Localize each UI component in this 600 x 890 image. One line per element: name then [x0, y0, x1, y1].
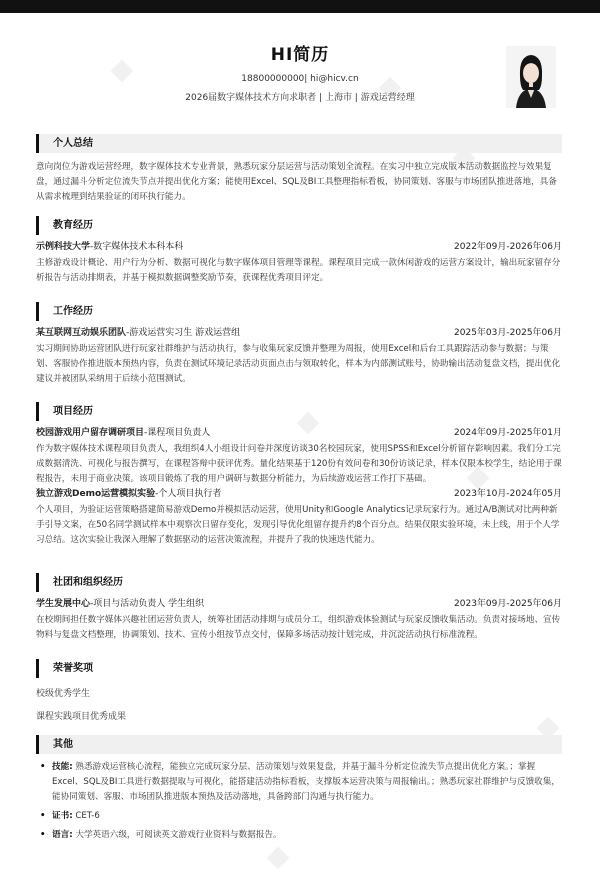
award-item: 课程实践项目优秀成果 [36, 712, 127, 722]
entry-org: 某互联网互动娱乐团队 [36, 328, 127, 338]
avatar-photo-icon [506, 46, 556, 108]
education-section [36, 216, 562, 286]
work-section [36, 302, 562, 387]
section-title: 社团和组织经历 [36, 573, 562, 592]
entry-org: 独立游戏Demo运营模拟实验 [36, 489, 156, 499]
entry-row [36, 427, 562, 439]
job-intent: 2026届数字媒体技术方向求职者 | 上海市 | 游戏运营经理 [185, 93, 415, 103]
entry-text: 实习期间协助运营团队进行玩家社群维护与活动执行，参与收集玩家反馈并整理为周报，使用Excel和后台工具跟踪活动参与数据；与策划、客服协作推进版本预热内容，负责在测试环境记录活动页面点击与领取转化，样本为内部测试账号，协助输出活动复盘文档，提出优化建议并被团队采纳用于后续小范围测试。 [36, 344, 561, 384]
item-text: 熟悉游戏运营核心流程，能独立完成玩家分层、活动策划与效果复盘，并基于漏斗分析定位流失节点提出优化方案。；掌握Excel、SQL及BI工具进行数据提取与可视化，能搭建活动指标看板，支撑版本运营决策与周报输出。；熟悉玩家社群维护与反馈收集，能协同策划、客服、市场团队推进版本预热及活动落地，具备跨部门沟通与执行能力。 [52, 762, 560, 802]
avatar [506, 46, 556, 108]
awards-section [36, 659, 562, 722]
section-title: 项目经历 [36, 402, 562, 421]
entry-row [36, 241, 562, 253]
entry-row [36, 598, 562, 610]
entry-date: 2023年10月-2024年05月 [454, 489, 562, 499]
entry-detail: -个人项目执行者 [155, 489, 222, 499]
clubs-section [36, 573, 562, 643]
item-text: CET-6 [75, 811, 100, 821]
contact-info: 18800000000| hi@hicv.cn [241, 74, 359, 84]
section-title: 教育经历 [36, 216, 562, 235]
entry-text: 作为数字媒体技术课程项目负责人，我组织4人小组设计问卷并深度访谈30名校园玩家，使用SPSS和Excel分析留存影响因素。我们分工完成数据清洗、可视化与报告撰写，在课程答辩中获评优秀。量化结果基于120份有效问卷和30份访谈记录，样本仅限本校学生，结论用于课程报告，未用于商业决策。该项目锻炼了我的用户调研与数据分析能力，为后续游戏运营工作打下基础。 [36, 444, 562, 484]
entry-detail: -项目与活动负责人 学生组织 [90, 599, 205, 609]
award-item: 校级优秀学生 [36, 689, 91, 699]
other-item-cert [36, 809, 562, 824]
item-label: 语言: [52, 830, 73, 840]
other-list [36, 760, 562, 843]
top-bar [0, 0, 600, 13]
section-title: 其他 [36, 735, 562, 754]
entry-org: 示例科技大学 [36, 242, 91, 252]
other-item-language [36, 828, 562, 843]
watermark-diamond [267, 847, 290, 870]
entry-date: 2025年03月-2025年06月 [454, 328, 562, 338]
entry-row [36, 488, 562, 500]
section-title: 工作经历 [36, 302, 562, 321]
entry-row [36, 327, 562, 339]
entry-date: 2023年09月-2025年06月 [454, 599, 562, 609]
other-section [36, 735, 562, 847]
entry-detail: -数字媒体技术本科本科 [90, 242, 184, 252]
entry-detail: -课程项目负责人 [144, 428, 211, 438]
entry-org: 学生发展中心 [36, 599, 91, 609]
resume-name: HI简历 [270, 45, 330, 65]
item-label: 技能: [52, 762, 73, 772]
entry-text: 个人项目，为验证运营策略搭建简易游戏Demo并模拟活动运营，使用Unity和Google Analytics记录玩家行为。通过A/B测试对比两种新手引导文案，在50名同学测试样本中观察次日留存变化，发现引导优化组留存提升约8个百分点。结果仅限实验环境，未上线，用于个人学习总结。这次实验让我深入理解了数据驱动的运营决策流程，并提升了我的快速迭代能力。 [36, 505, 560, 545]
item-label: 证书: [52, 811, 73, 821]
entry-text: 主修游戏设计概论、用户行为分析、数据可视化与数字媒体项目管理等课程。课程项目完成一款休闲游戏的运营方案设计，输出玩家留存分析报告与活动排期表，并基于模拟数据调整奖励节奏，获课程优秀项目评定。 [36, 258, 561, 283]
projects-section [36, 402, 562, 548]
section-title: 个人总结 [36, 134, 562, 153]
summary-section [36, 134, 562, 205]
entry-date: 2022年09月-2026年06月 [454, 242, 562, 252]
entry-date: 2024年09月-2025年01月 [454, 428, 562, 438]
entry-text: 在校期间担任数字媒体兴趣社团运营负责人，统筹社团活动排期与成员分工，组织游戏体验测试与玩家反馈收集活动。负责对接场地、宣传物料与复盘文档整理，协调策划、技术、宣传小组按节点交付，保障多场活动按计划完成，并沉淀活动执行标准流程。 [36, 615, 561, 640]
entry-detail: -游戏运营实习生 游戏运营组 [126, 328, 241, 338]
other-item-skills [36, 760, 562, 805]
item-text: 大学英语六级，可阅读英文游戏行业资料与数据报告。 [75, 830, 282, 840]
section-title: 荣誉奖项 [36, 659, 562, 678]
entry-org: 校园游戏用户留存调研项目 [36, 428, 145, 438]
summary-text: 意向岗位为游戏运营经理，数字媒体技术专业背景，熟悉玩家分层运营与活动策划全流程。在实习中独立完成版本活动数据监控与效果复盘，通过漏斗分析定位流失节点并提出优化方案；能使用Excel、SQL及BI工具整理指标看板，协同策划、客服与市场团队推进落地，具备从需求梳理到结果验证的闭环执行能力。 [36, 162, 557, 202]
